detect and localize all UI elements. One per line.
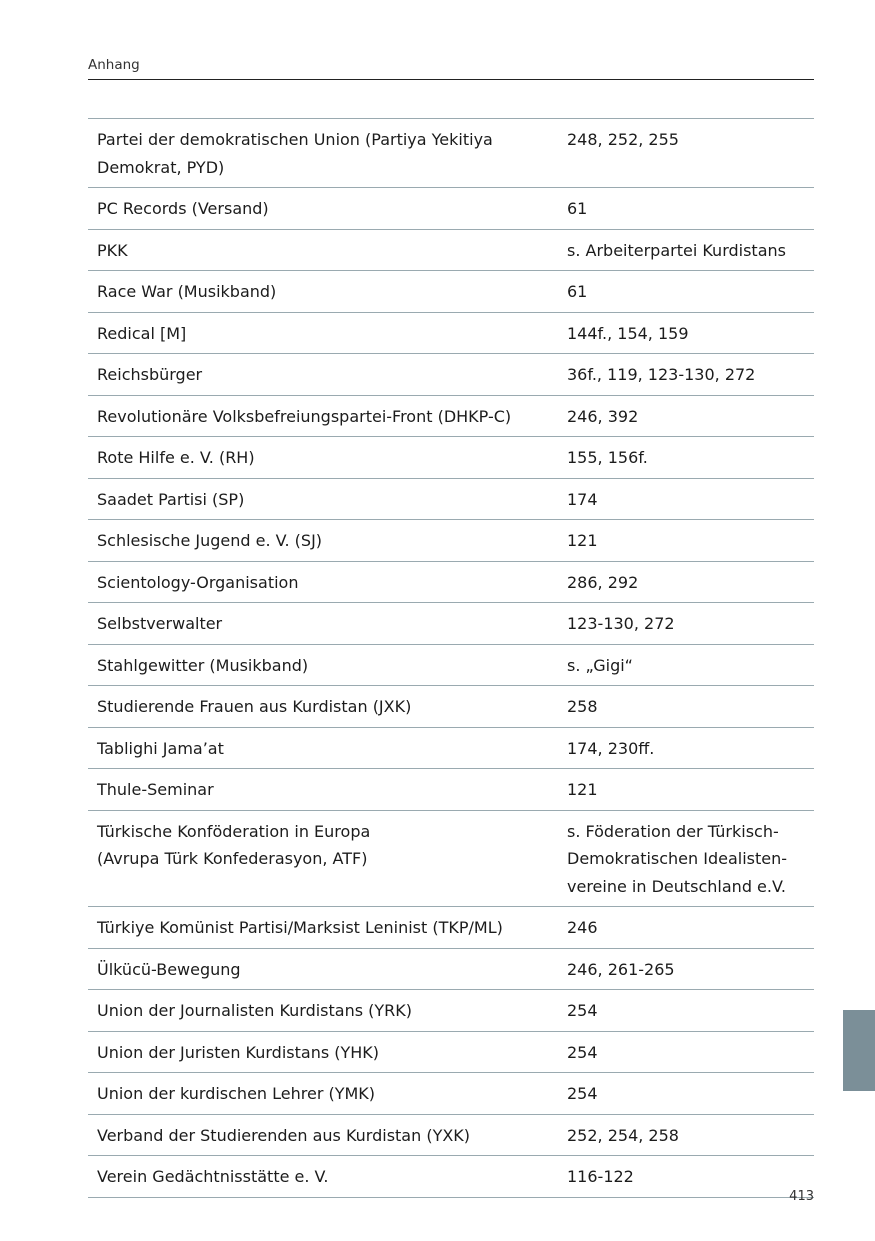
entry-name: Schlesische Jugend e. V. (SJ): [97, 531, 323, 550]
table-row: [88, 728, 814, 770]
entry-pages: 61: [567, 199, 588, 218]
entry-name: Ülkücü-Bewegung: [97, 959, 241, 979]
entry-pages: 246, 261-265: [567, 959, 675, 979]
entry-name: Verein Gedächtnisstätte e. V.: [97, 1167, 329, 1186]
running-head: Anhang: [88, 57, 140, 73]
entry-pages: 248, 252, 255: [567, 130, 679, 149]
entry-pages: 254: [567, 1084, 598, 1103]
entry-name: Race War (Musikband): [97, 282, 277, 301]
entry-name: Selbstverwalter: [97, 614, 223, 633]
table-row: [88, 479, 814, 521]
entry-name: Revolutionäre Volksbefreiungspartei-Front (DHKP-C): [97, 406, 512, 426]
entry-pages: s. Föderation der Türkisch- Demokratischen Idealisten- vereine in Deutschland e.V.: [567, 821, 788, 896]
table-row: [88, 313, 814, 355]
entry-pages: 286, 292: [567, 572, 639, 592]
entry-pages: 121: [567, 531, 598, 550]
table-row: [88, 907, 814, 949]
table-row: [88, 769, 814, 811]
table-row: [88, 271, 814, 313]
entry-name: Stahlgewitter (Musikband): [97, 655, 309, 675]
entry-name: Rote Hilfe e. V. (RH): [97, 448, 255, 467]
table-row: [88, 811, 814, 908]
entry-name: Studierende Frauen aus Kurdistan (JXK): [97, 697, 412, 716]
entry-pages: s. Arbeiterpartei Kurdistans: [567, 240, 786, 260]
table-row: [88, 230, 814, 272]
entry-pages: 246, 392: [567, 406, 639, 426]
entry-name: Redical [M]: [97, 323, 187, 343]
entry-name: Saadet Partisi (SP): [97, 489, 245, 509]
entry-pages: 36f., 119, 123-130, 272: [567, 365, 756, 384]
entry-name: Türkiye Komünist Partisi/Marksist Leninist (TKP/ML): [97, 918, 503, 937]
entry-name: Verband der Studierenden aus Kurdistan (YXK): [97, 1125, 471, 1145]
entry-pages: 252, 254, 258: [567, 1125, 679, 1145]
entry-name: Union der kurdischen Lehrer (YMK): [97, 1084, 376, 1103]
entry-name: Tablighi Jama’at: [97, 738, 224, 758]
table-row: [88, 990, 814, 1032]
table-row: [88, 437, 814, 479]
entry-pages: 254: [567, 1001, 598, 1020]
entry-pages: 61: [567, 282, 588, 301]
page-number: 413: [789, 1189, 814, 1204]
entry-name: Scientology-Organisation: [97, 572, 299, 592]
entry-pages: 144f., 154, 159: [567, 323, 689, 343]
table-row: [88, 686, 814, 728]
index-table: [88, 118, 814, 1198]
table-row: [88, 603, 814, 645]
entry-pages: 123-130, 272: [567, 614, 675, 633]
table-row: [88, 1115, 814, 1157]
entry-name: Thule-Seminar: [97, 780, 214, 799]
entry-pages: s. „Gigi“: [567, 655, 633, 675]
entry-pages: 246: [567, 918, 598, 937]
entry-name: Partei der demokratischen Union (Partiya Yekitiya Demokrat, PYD): [97, 130, 493, 177]
entry-name: Union der Journalisten Kurdistans (YRK): [97, 1001, 413, 1020]
table-row: [88, 188, 814, 230]
table-row: [88, 1156, 814, 1198]
table-row: [88, 562, 814, 604]
entry-name: PC Records (Versand): [97, 199, 269, 218]
entry-name: PKK: [97, 240, 128, 260]
table-row: [88, 520, 814, 562]
entry-pages: 258: [567, 697, 598, 716]
entry-pages: 116-122: [567, 1167, 634, 1186]
entry-pages: 254: [567, 1042, 598, 1062]
entry-pages: 174: [567, 489, 598, 509]
table-row: [88, 396, 814, 438]
table-row: [88, 1032, 814, 1074]
table-row: [88, 354, 814, 396]
entry-pages: 155, 156f.: [567, 448, 648, 467]
header-rule: [88, 79, 814, 80]
table-row: [88, 949, 814, 991]
entry-pages: 174, 230ff.: [567, 738, 655, 758]
entry-name: Reichsbürger: [97, 365, 203, 384]
table-row: [88, 1073, 814, 1115]
section-thumb-tab: [843, 1010, 875, 1091]
entry-name: Türkische Konföderation in Europa (Avrupa Türk Konfederasyon, ATF): [97, 821, 371, 868]
entry-name: Union der Juristen Kurdistans (YHK): [97, 1042, 380, 1062]
table-row: [88, 645, 814, 687]
table-row: [88, 119, 814, 188]
entry-pages: 121: [567, 780, 598, 799]
